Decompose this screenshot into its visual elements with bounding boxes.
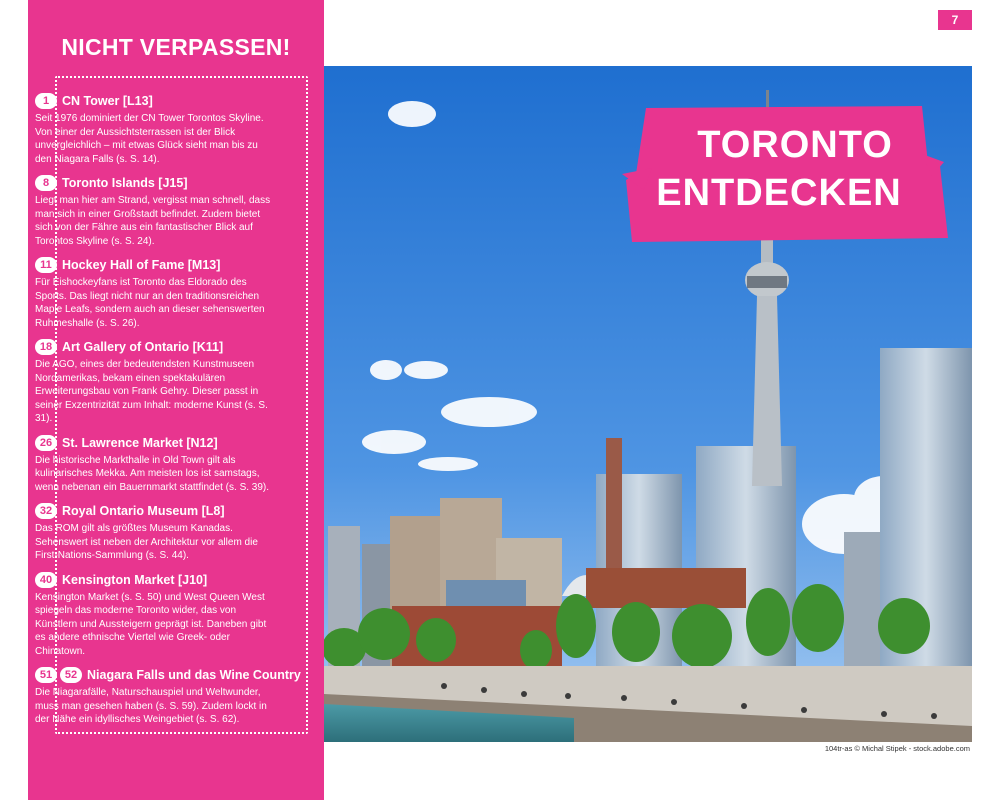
entry-text: Seit 1976 dominiert der CN Tower Torontos Skyline. Von einer der Aussichtsterrassen ist der Blick unvergleichlich – mit etwas Glück sieht man bis zu den Niagara Falls (s. S. 14). (35, 113, 264, 165)
sidebar-title: NICHT VERPASSEN! (61, 34, 291, 60)
list-item (35, 256, 277, 330)
entry-number: 32 (35, 503, 57, 519)
entry-title: Kensington Market [J10] (62, 572, 208, 587)
entry-text: Die Niagarafälle, Naturschauspiel und Weltwunder, muss man gesehen haben (s. S. 59). Zudem lockt in der Nähe ein idyllisches Weingebiet (s. S. 62). (35, 687, 267, 725)
entry-number: 11 (35, 257, 57, 273)
list-item (35, 174, 277, 248)
entry-number: 40 (35, 572, 57, 588)
entry-number: 1 (35, 93, 57, 109)
list-item (35, 502, 277, 563)
entry-number: 18 (35, 339, 57, 355)
list-item (35, 571, 277, 659)
entry-title: Toronto Islands [J15] (62, 176, 188, 190)
entry-title: CN Tower [L13] (62, 94, 153, 108)
entry-title: Hockey Hall of Fame [M13] (62, 258, 221, 272)
entry-title: Niagara Falls und das Wine Country (87, 668, 301, 682)
page-number: 7 (938, 10, 972, 30)
entry-text: Für Eishockeyfans ist Toronto das Eldorado des Sports. Das liegt nicht nur an den traditionsreichen Maple Leafs, sondern auch an dieser sehenswerten Ruhmeshalle (s. S. 26). (35, 277, 265, 329)
headline-line-1: TORONTO (697, 124, 893, 166)
highlights-list (35, 92, 301, 735)
entry-title: Art Gallery of Ontario [K11] (62, 340, 224, 354)
entry-title: Royal Ontario Museum [L8] (62, 504, 225, 518)
entry-text: Kensington Market (s. S. 50) und West Queen West spiegeln das moderne Toronto wider, das von Künstlern und Aussteigern geprägt ist. Daneben gibt es andere ethnische Viertel wie Greek- oder Chinatown. (35, 591, 267, 657)
entry-number: 26 (35, 435, 57, 451)
entry-number: 8 (35, 175, 57, 191)
list-item (35, 434, 277, 495)
photo-credit: 104tr-as © Michal Stipek - stock.adobe.com (824, 744, 970, 753)
entry-text: Liegt man hier am Strand, vergisst man schnell, dass man sich in einer Großstadt befindet. Zudem bietet sich von der Fähre aus ein fantastischer Blick auf Torontos Skyline (s. S. 24). (35, 195, 271, 247)
entry-title: St. Lawrence Market [N12] (62, 435, 218, 450)
list-item (35, 92, 277, 166)
entry-number: 51 (35, 667, 57, 683)
entry-number-2: 52 (60, 667, 82, 683)
entry-text: Die AGO, eines der bedeutendsten Kunstmuseen Nordamerikas, bekam einen spektakulären Erweiterungsbau von Frank Gehry. Dieser passt in seiner Exzentrizität zum Inhalt: moderne Kunst (s. S. 31). (35, 359, 268, 424)
headline-line-2: ENTDECKEN (656, 172, 902, 214)
list-item (35, 338, 277, 426)
entry-text: Das ROM gilt als größtes Museum Kanadas. Sehenswert ist neben der Architektur vor allem die First-Nations-Sammlung (s. S. 44). (35, 523, 258, 561)
headline (622, 104, 948, 244)
list-item (35, 666, 301, 727)
entry-text: Die historische Markthalle in Old Town gilt als kulinarisches Mekka. Am meisten los ist samstags, wenn nebenan ein Bauernmarkt stattfindet (s. S. 39). (35, 454, 270, 493)
